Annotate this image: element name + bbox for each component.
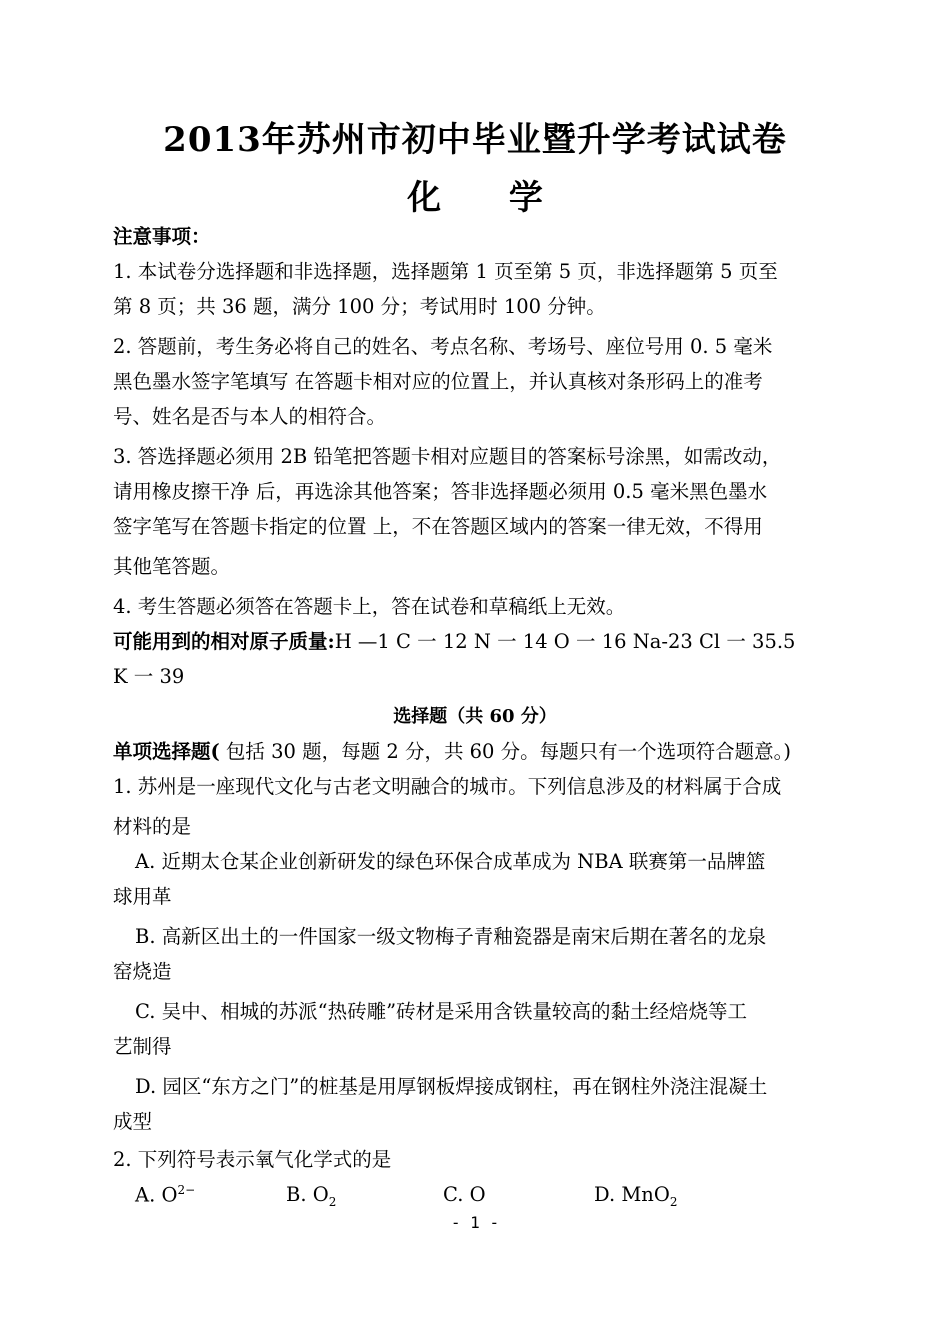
- q1-option-d-cont: 成型: [113, 1110, 153, 1133]
- notice-heading: 注意事项：: [113, 225, 211, 248]
- notice-line: 第 8 页；共 36 题，满分 100 分；考试用时 100 分钟。: [113, 295, 606, 318]
- atomic-mass-values: H —1 C 一 12 N 一 14 O 一 16 Na-23 Cl 一 35.5: [334, 630, 796, 653]
- page-number: - 1 -: [450, 1213, 500, 1232]
- section-instructions: [113, 737, 791, 767]
- notice-line: 2. 答题前，考生务必将自己的姓名、考点名称、考场号、座位号用 0. 5 毫米: [113, 335, 773, 358]
- notice-line: 黑色墨水签字笔填写 在答题卡相对应的位置上，并认真核对条形码上的准考: [113, 370, 763, 393]
- q2-option-d: D. MnO$_2$: [594, 1183, 678, 1209]
- q1-stem-cont: 材料的是: [113, 815, 192, 838]
- notice-line: 4. 考生答题必须答在答题卡上，答在试卷和草稿纸上无效。: [113, 595, 626, 618]
- q1-option-c: C. 吴中、相城的苏派“热砖雕”砖材是采用含铁量较高的黏土经焙烧等工: [135, 1000, 748, 1023]
- atomic-mass-label: 可能用到的相对原子质量:: [113, 630, 335, 653]
- section-heading: 选择题（共 60 分）: [393, 706, 557, 727]
- q2-option-a: A. $O^{2-}$: [135, 1183, 196, 1207]
- q1-option-a-cont: 球用革: [113, 885, 172, 908]
- notice-line: 3. 答选择题必须用 2B 铅笔把答题卡相对应题目的答案标号涂黑，如需改动，: [113, 445, 782, 468]
- exam-title: 2013年苏州市初中毕业暨升学考试试卷: [163, 120, 787, 160]
- q1-stem: 1. 苏州是一座现代文化与古老文明融合的城市。下列信息涉及的材料属于合成: [113, 775, 782, 798]
- q1-option-a: A. 近期太仓某企业创新研发的绿色环保合成革成为 NBA 联赛第一品牌篮: [135, 850, 766, 873]
- notice-line: 签字笔写在答题卡指定的位置 上，不在答题区域内的答案一律无效，不得用: [113, 515, 763, 538]
- q1-option-b: B. 高新区出土的一件国家一级文物梅子青釉瓷器是南宋后期在著名的龙泉: [135, 925, 767, 948]
- q1-option-c-cont: 艺制得: [113, 1035, 172, 1058]
- notice-line: 请用橡皮擦干净 后，再选涂其他答案；答非选择题必须用 0.5 毫米黑色墨水: [113, 480, 768, 503]
- instructions-text: 包括 30 题，每题 2 分，共 60 分。每题只有一个选项符合题意。): [219, 740, 792, 763]
- q1-option-b-cont: 窑烧造: [113, 960, 172, 983]
- q1-option-d: D. 园区“东方之门”的桩基是用厚钢板焊接成钢柱，再在钢柱外浇注混凝土: [135, 1075, 768, 1098]
- q2-option-c: C. O: [443, 1183, 486, 1206]
- atomic-mass-values-2: K 一 39: [113, 665, 185, 688]
- q2-option-b: B. $O_2$: [286, 1183, 337, 1209]
- subject-title: 化 学: [407, 178, 571, 218]
- instructions-label: 单项选择题(: [113, 740, 220, 763]
- notice-line: 其他笔答题。: [113, 555, 231, 578]
- atomic-mass-line: [113, 627, 795, 657]
- notice-line: 号、姓名是否与本人的相符合。: [113, 405, 387, 428]
- q2-stem: 2. 下列符号表示氧气化学式的是: [113, 1148, 392, 1171]
- notice-line: 1. 本试卷分选择题和非选择题，选择题第 1 页至第 5 页，非选择题第 5 页至: [113, 260, 778, 283]
